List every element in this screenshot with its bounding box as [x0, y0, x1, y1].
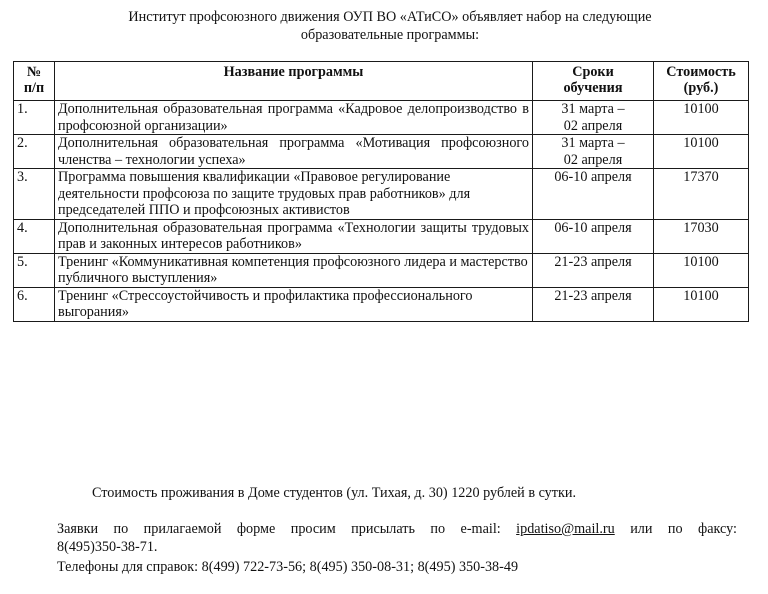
intro-announcement: [60, 8, 720, 44]
row-cost: 10100: [654, 101, 749, 135]
row-program-name: Тренинг «Коммуникативная компетенция профсоюзного лидера и мастерство публичного выступления»: [55, 253, 533, 287]
application-text-fax: или по факсу:: [630, 521, 738, 537]
row-period: [533, 219, 654, 253]
row-cost: 17030: [654, 219, 749, 253]
row-period: [533, 101, 654, 135]
phone-numbers: Телефоны для справок: 8(499) 722-73-56; 8(495) 350-08-31; 8(495) 350-38-49: [57, 559, 519, 575]
row-program-name: Тренинг «Стрессоустойчивость и профилактика профессионального выгорания»: [55, 287, 533, 321]
header-period: [533, 62, 654, 101]
table-row: [14, 169, 749, 220]
application-text: Заявки по прилагаемой форме просим присылать по e-mail:: [57, 521, 501, 537]
row-num: 4.: [14, 219, 55, 253]
header-name: Название программы: [55, 62, 533, 101]
row-cost: 17370: [654, 169, 749, 220]
header-cost: [654, 62, 749, 101]
row-cost: 10100: [654, 135, 749, 169]
lodging-cost-note: Стоимость проживания в Доме студентов (ул. Тихая, д. 30) 1220 рублей в сутки.: [92, 485, 577, 501]
table-row: [14, 101, 749, 135]
header-num-line-1: №: [26, 64, 42, 80]
table-row: [14, 219, 749, 253]
table-header-row: [14, 62, 749, 101]
email-link[interactable]: ipdatiso@mail.ru: [516, 521, 615, 537]
row-num: 2.: [14, 135, 55, 169]
row-period: [533, 253, 654, 287]
row-program-name: Дополнительная образовательная программа «Кадровое делопроизводство в профсоюзной организации»: [55, 101, 533, 135]
row-period-line-2: 02 апреля: [563, 117, 623, 134]
application-instructions: [57, 520, 737, 538]
row-period-line-1: 06-10 апреля: [554, 169, 632, 185]
header-num: [14, 62, 55, 101]
row-program-name: Дополнительная образовательная программа «Технологии защиты трудовых прав и законных интересов работников»: [55, 219, 533, 253]
row-period: [533, 135, 654, 169]
row-num: 6.: [14, 287, 55, 321]
header-cost-line-2: (руб.): [683, 80, 719, 96]
row-period-line-1: 31 марта –: [561, 101, 625, 117]
row-num: 5.: [14, 253, 55, 287]
header-period-line-2: обучения: [563, 80, 623, 96]
row-period: [533, 169, 654, 220]
row-period-line-1: 06-10 апреля: [554, 219, 632, 236]
intro-line-1: Институт профсоюзного движения ОУП ВО «АТиСО» объявляет набор на следующие: [128, 9, 652, 25]
row-program-name: Программа повышения квалификации «Правовое регулирование деятельности профсоюза по защите трудовых прав работников» для председателей ППО и профсоюзных активистов: [55, 169, 533, 220]
table-row: [14, 287, 749, 321]
row-period-line-1: 31 марта –: [561, 135, 625, 151]
header-cost-line-1: Стоимость: [666, 64, 736, 80]
header-num-line-2: п/п: [23, 80, 45, 96]
table-row: [14, 253, 749, 287]
fax-number: 8(495)350-38-71.: [57, 539, 158, 555]
row-period-line-1: 21-23 апреля: [554, 287, 632, 304]
table-row: [14, 135, 749, 169]
row-num: 3.: [14, 169, 55, 220]
row-cost: 10100: [654, 287, 749, 321]
row-cost: 10100: [654, 253, 749, 287]
programs-table: [13, 61, 749, 322]
row-period: [533, 287, 654, 321]
row-period-line-2: 02 апреля: [563, 151, 623, 168]
header-period-line-1: Сроки: [572, 64, 614, 80]
row-period-line-1: 21-23 апреля: [554, 253, 632, 270]
row-program-name: Дополнительная образовательная программа «Мотивация профсоюзного членства – технологии успеха»: [55, 135, 533, 169]
row-num: 1.: [14, 101, 55, 135]
intro-line-2: образовательные программы:: [300, 27, 480, 43]
